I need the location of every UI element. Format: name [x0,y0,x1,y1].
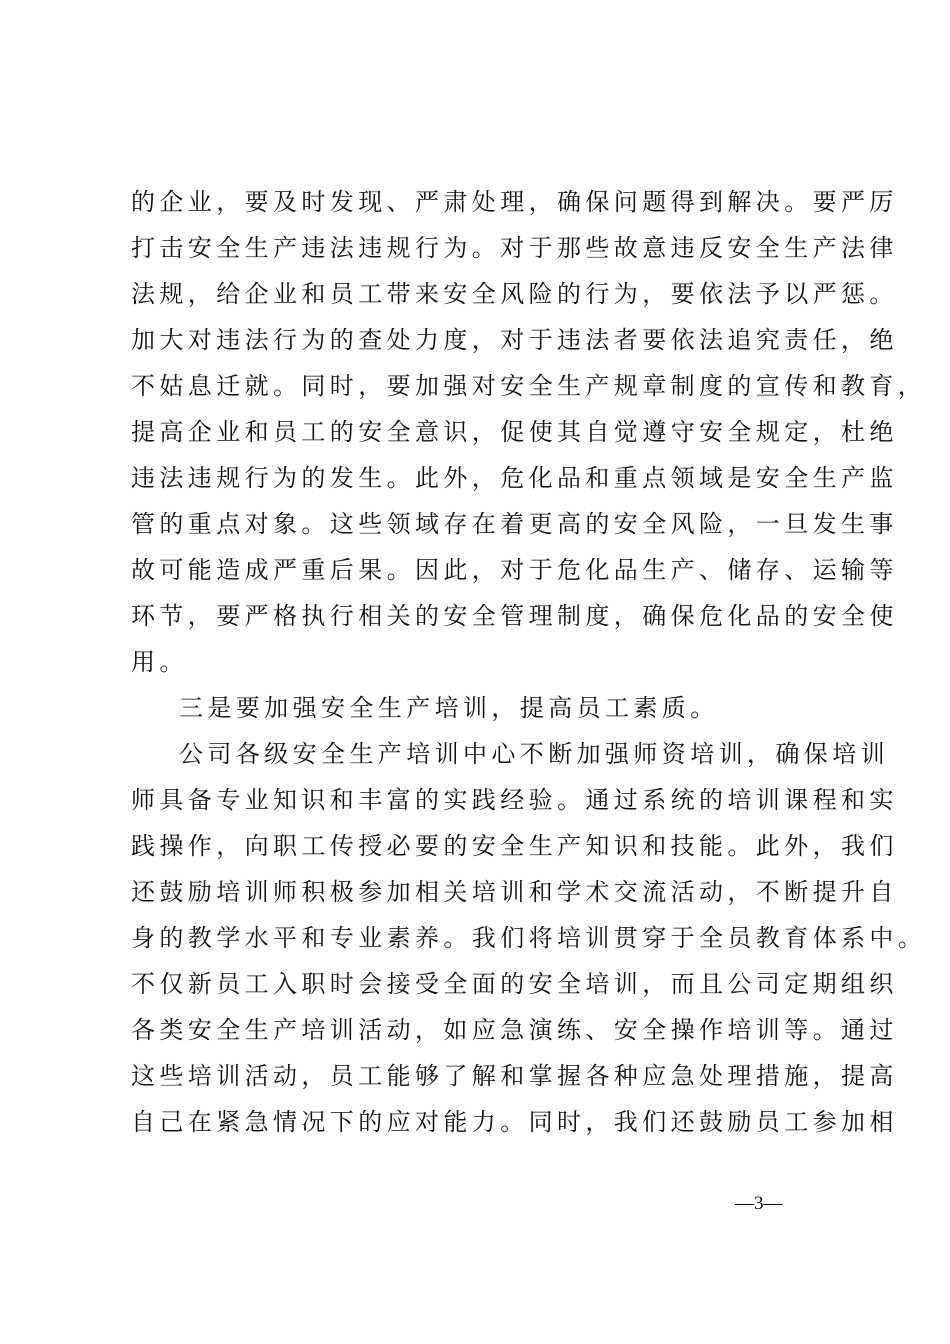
paragraph-line: 师具备专业知识和丰富的实践经验。通过系统的培训课程和实 [131,786,898,814]
paragraph-line: 法规，给企业和员工带来安全风险的行为，要依法予以严惩。 [131,280,898,308]
page-number: —3— [735,1193,783,1214]
paragraph-line: 不姑息迁就。同时，要加强对安全生产规章制度的宣传和教育， [131,372,927,400]
paragraph-line: 的企业，要及时发现、严肃处理，确保问题得到解决。要严厉 [131,188,898,216]
paragraph-line: 违法违规行为的发生。此外，危化品和重点领域是安全生产监 [131,464,898,492]
paragraph-line: 用。 [131,648,188,676]
paragraph-line: 公司各级安全生产培训中心不断加强师资培训，确保培训 [179,740,889,768]
section-heading: 三是要加强安全生产培训，提高员工素质。 [179,694,719,722]
paragraph-line: 这些培训活动，员工能够了解和掌握各种应急处理措施，提高 [131,1062,898,1090]
paragraph-line: 管的重点对象。这些领域存在着更高的安全风险，一旦发生事 [131,510,898,538]
paragraph-line: 践操作，向职工传授必要的安全生产知识和技能。此外，我们 [131,832,898,860]
paragraph-line: 加大对违法行为的查处力度，对于违法者要依法追究责任，绝 [131,326,898,354]
paragraph-line: 故可能造成严重后果。因此，对于危化品生产、储存、运输等 [131,556,898,584]
paragraph-line: 还鼓励培训师积极参加相关培训和学术交流活动，不断提升自 [131,878,898,906]
paragraph-line: 环节，要严格执行相关的安全管理制度，确保危化品的安全使 [131,602,898,630]
paragraph-line: 提高企业和员工的安全意识，促使其自觉遵守安全规定，杜绝 [131,418,898,446]
paragraph-line: 各类安全生产培训活动，如应急演练、安全操作培训等。通过 [131,1016,898,1044]
paragraph-line: 身的教学水平和专业素养。我们将培训贯穿于全员教育体系中。 [131,924,927,952]
paragraph-line: 打击安全生产违法违规行为。对于那些故意违反安全生产法律 [131,234,898,262]
paragraph-line: 不仅新员工入职时会接受全面的安全培训，而且公司定期组织 [131,970,898,998]
paragraph-line: 自己在紧急情况下的应对能力。同时，我们还鼓励员工参加相 [131,1108,898,1136]
